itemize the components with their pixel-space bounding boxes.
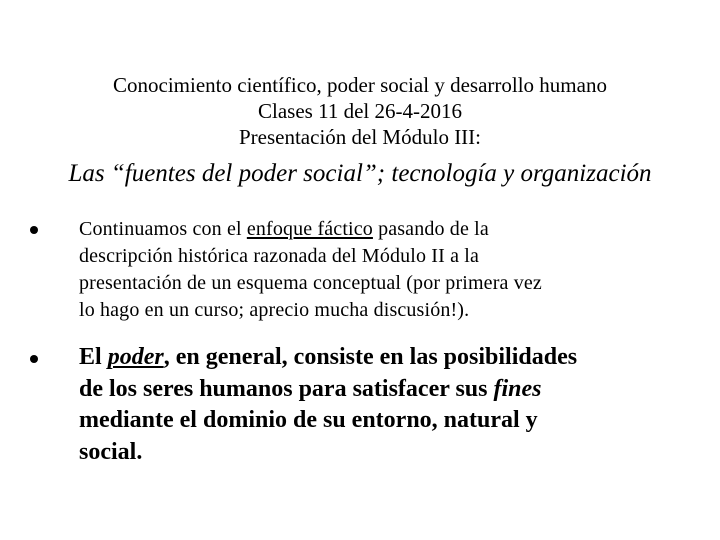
bullet-text-segment: pasando de la [372, 218, 489, 240]
class-date: Clases 11 del 26-4-2016 [258, 99, 462, 123]
bullet-text-segment: , en general, consiste en las posibilidades [163, 344, 578, 370]
bullet-line: lo hago en un curso; aprecio mucha discusión!). [79, 299, 470, 321]
bullet-text [79, 216, 679, 324]
bullet-line: descripción histórica razonada del Módulo II a la [79, 245, 479, 267]
underlined-italic-term: poder [107, 344, 164, 370]
bullet-text [79, 342, 679, 468]
bullet-line [79, 342, 679, 374]
bullet-text-segment: Continuamos con el [79, 218, 247, 240]
italic-term: fines [493, 375, 542, 402]
bullet-text-segment: El [79, 344, 108, 370]
underlined-term: enfoque fáctico [246, 218, 373, 240]
bullet-text-segment: de los seres humanos para satisfacer sus [79, 375, 494, 402]
bullet-dot-icon [30, 355, 38, 363]
bullet-dot-icon [30, 226, 38, 234]
module-title: Presentación del Módulo III: [238, 125, 482, 149]
bullet-line: presentación de un esquema conceptual (por primera vez [79, 272, 542, 294]
bullet-line: social. [79, 438, 143, 465]
slide-header [0, 72, 720, 150]
bullet-line: mediante el dominio de su entorno, natural y [79, 407, 538, 433]
bullet-line [79, 216, 679, 243]
slide-subtitle: Las “fuentes del poder social”; tecnología y organización [68, 160, 652, 187]
course-title: Conocimiento científico, poder social y desarrollo humano [113, 73, 607, 97]
bullet-line [79, 374, 679, 406]
